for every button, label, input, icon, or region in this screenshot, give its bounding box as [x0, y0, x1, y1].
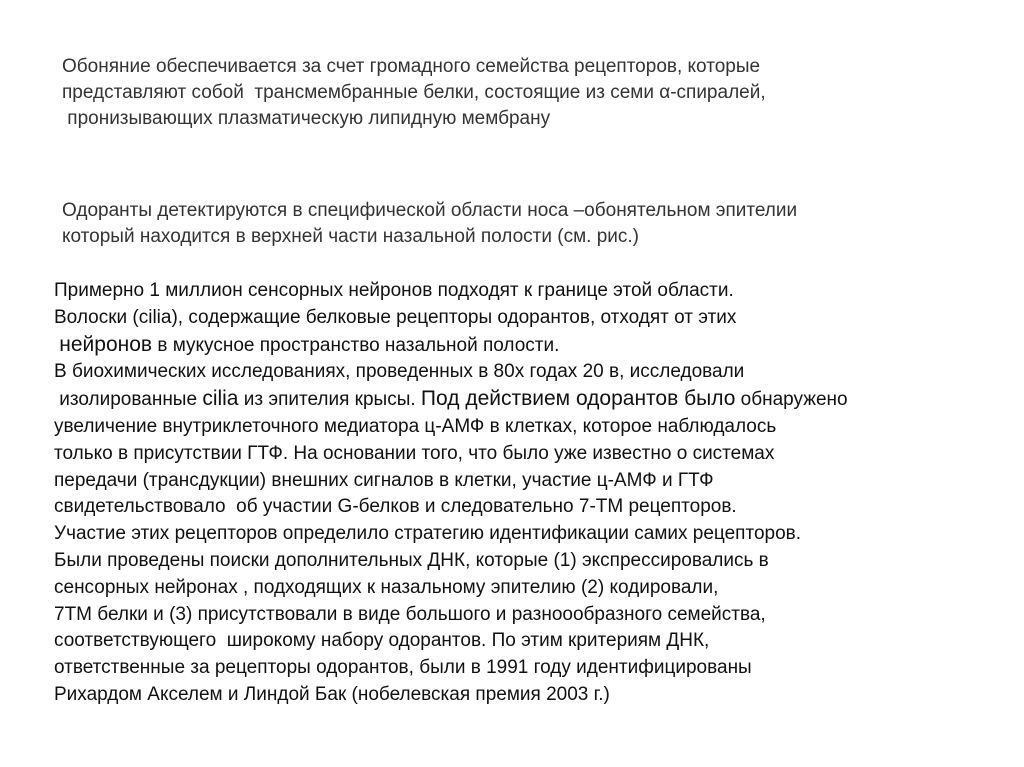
text-line: Участие этих рецепторов определило стратегию идентификации самих рецепторов. [54, 523, 802, 545]
text-line: Волоски (cilia), содержащие белковые рецепторы одорантов, отходят от этих [54, 306, 737, 328]
text-line: который находится в верхней части назальной полости (см. рис.) [62, 226, 639, 247]
text-line: 7ТМ белки и (3) присутствовали в виде большого и разноообразного семейства, [54, 603, 766, 625]
text-run-large: Под действием одорантов было [420, 387, 736, 411]
text-line: свидетельствовало об участии G-белков и следовательно 7-ТМ рецепторов. [54, 496, 737, 518]
text-line: сенсорных нейронах , подходящих к назальному эпителию (2) кодировали, [54, 576, 719, 598]
text-line: пронизывающих плазматическую липидную мембрану [62, 108, 551, 129]
text-run: обнаружено [735, 389, 848, 411]
text-line: Обоняние обеспечивается за счет громадного семейства рецепторов, которые [62, 56, 761, 77]
paragraph-odorant-detection [62, 198, 797, 250]
text-run: из эпителия крысы. [238, 389, 421, 411]
text-line: только в присутствии ГТФ. На основании того, что было уже известно о системах [54, 442, 775, 464]
text-run-large: нейронов [59, 332, 153, 356]
text-line: ответственные за рецепторы одорантов, были в 1991 году идентифицированы [54, 657, 752, 679]
text-line: соответствующего широкому набору одорантов. По этим критериям ДНК, [54, 630, 710, 652]
text-line: передачи (трансдукции) внешних сигналов в клетки, участие ц-АМФ и ГТФ [54, 469, 714, 491]
text-line: увеличение внутриклеточного медиатора ц-АМФ в клетках, которое наблюдалось [54, 415, 777, 437]
text-line: Одоранты детектируются в специфической области носа –обонятельном эпителии [62, 200, 798, 221]
text-line [54, 332, 848, 360]
paragraph-olfaction-receptors [62, 54, 766, 132]
text-run: изолированные [54, 389, 203, 411]
text-line: Примерно 1 миллион сенсорных нейронов подходят к границе этой области. [54, 280, 734, 301]
text-line [54, 386, 848, 414]
text-line: Рихардом Акселем и Линдой Бак (нобелевская премия 2003 г.) [54, 683, 610, 705]
text-run: в мукусное пространство назальной полости. [152, 334, 560, 356]
text-line: представляют собой трансмембранные белки, состоящие из семи α-спиралей, [62, 82, 766, 103]
text-run-large: cilia [202, 387, 239, 411]
text-line: Были проведены поиски дополнительных ДНК, которые (1) экспрессировались в [54, 549, 769, 571]
paragraph-receptor-discovery [54, 278, 848, 709]
text-line: В биохимических исследованиях, проведенных в 80х годах 20 в, исследовали [54, 361, 745, 383]
